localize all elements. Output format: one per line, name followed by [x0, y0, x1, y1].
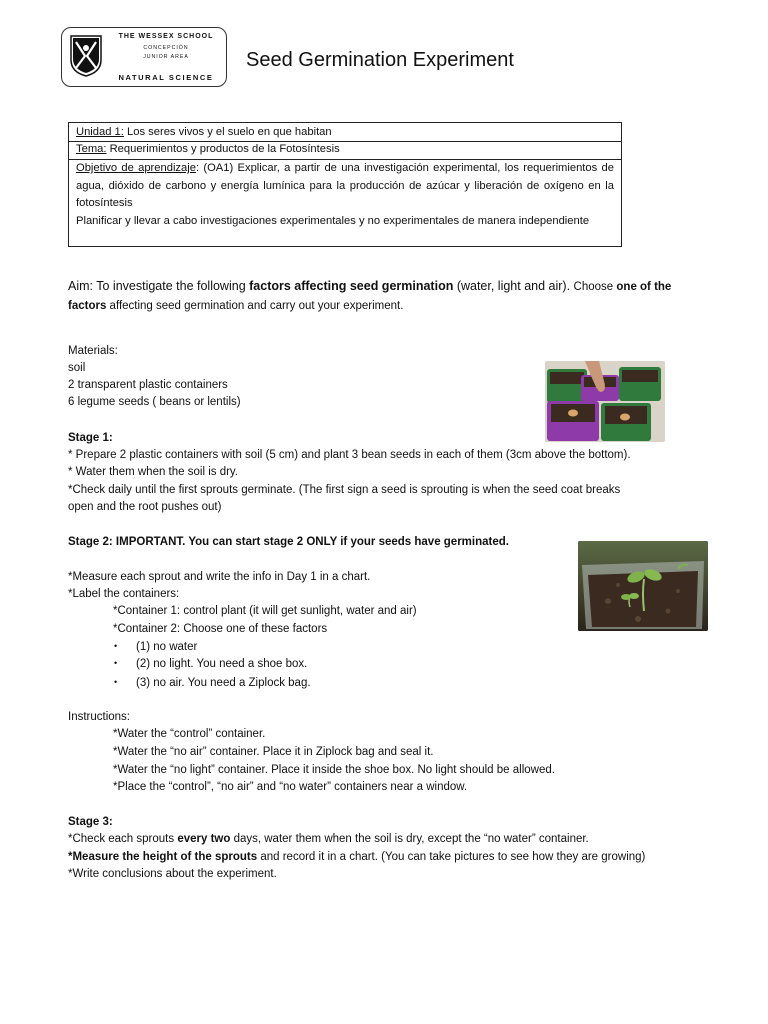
stage1-line: open and the root pushes out) — [68, 501, 222, 513]
stage3-text: *Check each sprouts — [68, 833, 178, 845]
school-logo — [61, 27, 227, 87]
instruction-line: *Water the “no light” container. Place it inside the shoe box. No light should be allowed. — [113, 764, 555, 776]
stage1-heading: Stage 1: — [68, 432, 113, 444]
sprout-photo — [578, 541, 708, 631]
materials-heading: Materials: — [68, 345, 118, 357]
school-city: CONCEPCIÓN — [143, 45, 189, 51]
factor-option: (2) no light. You need a shoe box. — [136, 658, 308, 670]
stage3-heading: Stage 3: — [68, 816, 113, 828]
material-item: 6 legume seeds ( beans or lentils) — [68, 396, 241, 408]
aim-bold-factors: factors affecting seed germination — [249, 279, 454, 293]
stage3-line-3: *Write conclusions about the experiment. — [68, 868, 277, 880]
objective-label: Objetivo de aprendizaje — [76, 162, 196, 174]
factor-option: (1) no water — [136, 641, 198, 653]
objective-text: : (OA1) Explicar, a partir de una investigación experimental, los requerimientos de agua, dióxido de carbono y energía lumínica para la producción de azúcar y liberación de oxígeno en la fotosíntesis — [76, 162, 614, 209]
bullet-icon: • — [114, 658, 118, 668]
unit-text: Los seres vivos y el suelo en que habitan — [123, 126, 332, 138]
stage2-line: *Label the containers: — [68, 588, 180, 600]
objective — [76, 160, 614, 230]
school-crest-icon — [69, 34, 103, 78]
stage1-line: * Prepare 2 plastic containers with soil (5 cm) and plant 3 bean seeds in each of them (3cm above the bottom). — [68, 449, 631, 461]
page-title: Seed Germination Experiment — [246, 49, 514, 71]
stage3-text: and record it in a chart. (You can take pictures to see how they are growing) — [257, 851, 646, 863]
school-area: JUNIOR AREA — [143, 54, 189, 60]
seed-pots-photo — [545, 361, 665, 442]
stage3-line-1 — [68, 831, 589, 848]
instruction-line: *Water the “control” container. — [113, 728, 266, 740]
stage2-container1: *Container 1: control plant (it will get sunlight, water and air) — [113, 605, 417, 617]
stage3-text: days, water them when the soil is dry, except the “no water” container. — [230, 833, 589, 845]
stage3-bold-every-two: every two — [177, 833, 231, 845]
instruction-line: *Place the “control”, “no air” and “no water” containers near a window. — [113, 781, 468, 793]
aim-bold-one: one of the factors — [68, 281, 672, 312]
aim-text: Aim: To investigate the following — [68, 279, 250, 293]
school-name: THE WESSEX SCHOOL — [118, 33, 214, 40]
aim-text-2: (water, light and air). — [453, 279, 574, 293]
material-item: soil — [68, 362, 86, 374]
factor-option: (3) no air. You need a Ziplock bag. — [136, 677, 311, 689]
topic-text: Requerimientos y productos de la Fotosíntesis — [106, 143, 340, 155]
seed-pots-image — [545, 361, 665, 442]
topic-row — [69, 141, 621, 160]
stage2-container2: *Container 2: Choose one of these factors — [113, 623, 328, 635]
school-subject: NATURAL SCIENCE — [118, 73, 214, 82]
instructions-heading: Instructions: — [68, 711, 130, 723]
stage1-line: * Water them when the soil is dry. — [68, 466, 239, 478]
stage1-line: *Check daily until the first sprouts germinate. (The first sign a seed is sprouting is when the seed coat breaks — [68, 484, 621, 496]
bullet-icon: • — [114, 677, 118, 687]
material-item: 2 transparent plastic containers — [68, 379, 228, 391]
stage3-line-2 — [68, 849, 645, 866]
aim-paragraph — [68, 277, 698, 315]
unit-row — [69, 123, 621, 142]
sprout-image — [578, 541, 708, 631]
instruction-line: *Water the “no air” container. Place it in Ziplock bag and seal it. — [113, 746, 434, 758]
topic-label: Tema: — [76, 143, 107, 155]
objective-text-2: Planificar y llevar a cabo investigaciones experimentales y no experimentales de manera independiente — [76, 214, 590, 227]
info-box — [68, 122, 622, 247]
aim-text-3: affecting seed germination and carry out your experiment. — [106, 300, 404, 312]
stage2-line: *Measure each sprout and write the info in Day 1 in a chart. — [68, 571, 371, 583]
stage2-heading: Stage 2: IMPORTANT. You can start stage 2 ONLY if your seeds have germinated. — [68, 536, 509, 548]
aim-choose: Choose — [573, 281, 617, 293]
unit-label: Unidad 1: — [76, 126, 124, 138]
stage3-bold-measure: *Measure the height of the sprouts — [68, 851, 258, 863]
bullet-icon: • — [114, 641, 118, 651]
